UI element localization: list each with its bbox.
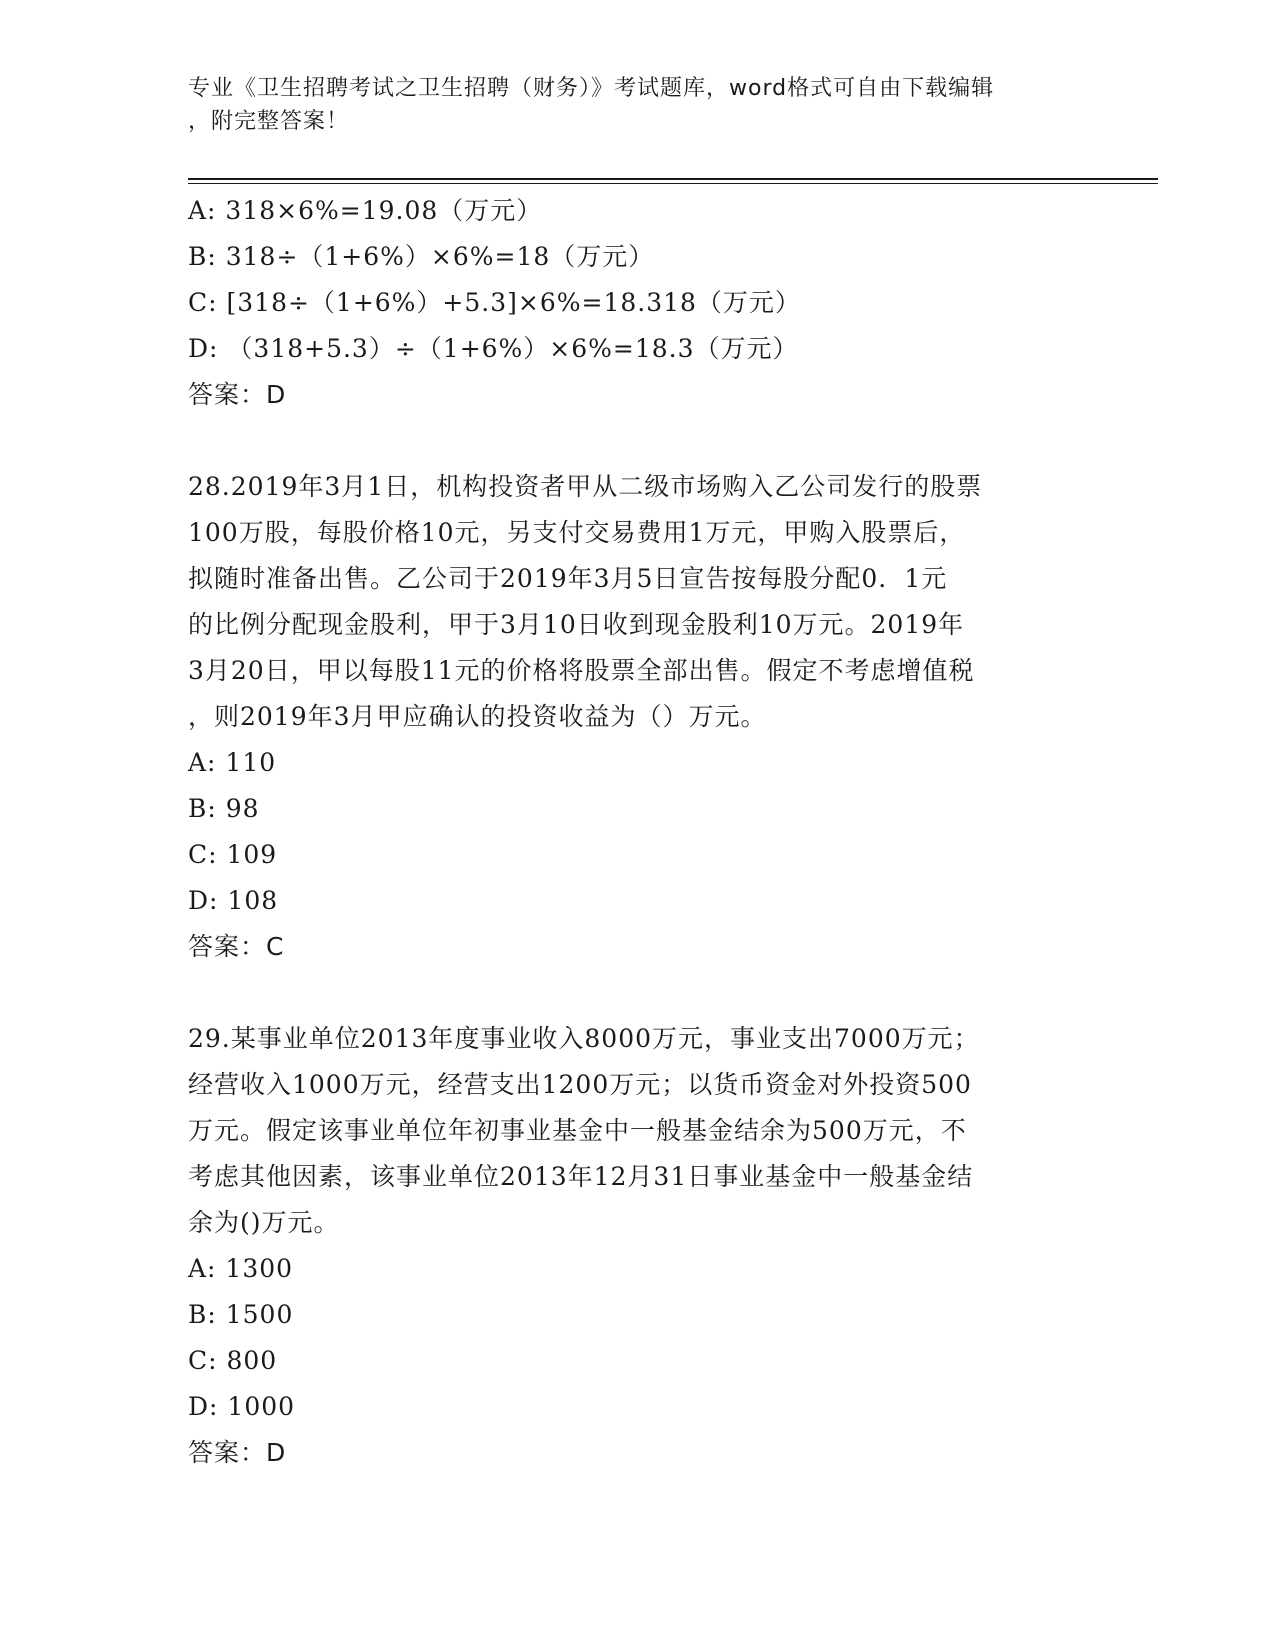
- question-stem-line: 余为()万元。: [188, 1208, 340, 1237]
- spacer: [188, 970, 1088, 1016]
- option-c: C: 109: [188, 840, 278, 869]
- header-line-1: 专业《卫生招聘考试之卫生招聘（财务）》考试题库，word格式可自由下载编辑: [188, 76, 995, 101]
- option-a: A: 318×6%=19.08（万元）: [188, 196, 543, 225]
- question-29-block: [188, 1016, 1088, 1476]
- option-d: D: （318+5.3）÷（1+6%）×6%=18.3（万元）: [188, 334, 799, 363]
- option-c: C: 800: [188, 1346, 278, 1375]
- answer-line: 答案：D: [188, 380, 287, 409]
- option-b: B: 318÷（1+6%）×6%=18（万元）: [188, 242, 655, 271]
- option-d: D: 108: [188, 886, 279, 915]
- spacer: [188, 418, 1088, 464]
- option-a: A: 110: [188, 748, 277, 777]
- answer-line: 答案：D: [188, 1438, 287, 1467]
- option-c: C: [318÷（1+6%）+5.3]×6%=18.318（万元）: [188, 288, 801, 317]
- question-stem-line: 拟随时准备出售。乙公司于2019年3月5日宣告按每股分配0．1元: [188, 564, 948, 593]
- header-divider-thin: [188, 183, 1158, 184]
- header-divider-thick: [188, 178, 1158, 180]
- question-stem-line: 的比例分配现金股利，甲于3月10日收到现金股利10万元。2019年: [188, 610, 965, 639]
- option-d: D: 1000: [188, 1392, 296, 1421]
- question-stem-line: 100万股，每股价格10元，另支付交易费用1万元，甲购入股票后，: [188, 518, 966, 547]
- question-content: [188, 188, 1088, 1476]
- question-stem-line: 考虑其他因素，该事业单位2013年12月31日事业基金中一般基金结: [188, 1162, 974, 1191]
- answer-line: 答案：C: [188, 932, 285, 961]
- option-a: A: 1300: [188, 1254, 294, 1283]
- question-stem-line: 29.某事业单位2013年度事业收入8000万元，事业支出7000万元；: [188, 1024, 980, 1053]
- question-stem-line: 万元。假定该事业单位年初事业基金中一般基金结余为500万元，不: [188, 1116, 967, 1145]
- question-stem-line: 3月20日，甲以每股11元的价格将股票全部出售。假定不考虑增值税: [188, 656, 975, 685]
- question-27-block: [188, 188, 1088, 418]
- option-b: B: 1500: [188, 1300, 294, 1329]
- document-header: [188, 72, 1088, 138]
- question-stem-line: 28.2019年3月1日，机构投资者甲从二级市场购入乙公司发行的股票: [188, 472, 983, 501]
- option-b: B: 98: [188, 794, 260, 823]
- question-stem-line: 经营收入1000万元，经营支出1200万元；以货币资金对外投资500: [188, 1070, 972, 1099]
- question-stem-line: ，则2019年3月甲应确认的投资收益为（）万元。: [188, 702, 767, 731]
- question-28-block: [188, 464, 1088, 970]
- header-line-2: ，附完整答案！: [188, 109, 350, 134]
